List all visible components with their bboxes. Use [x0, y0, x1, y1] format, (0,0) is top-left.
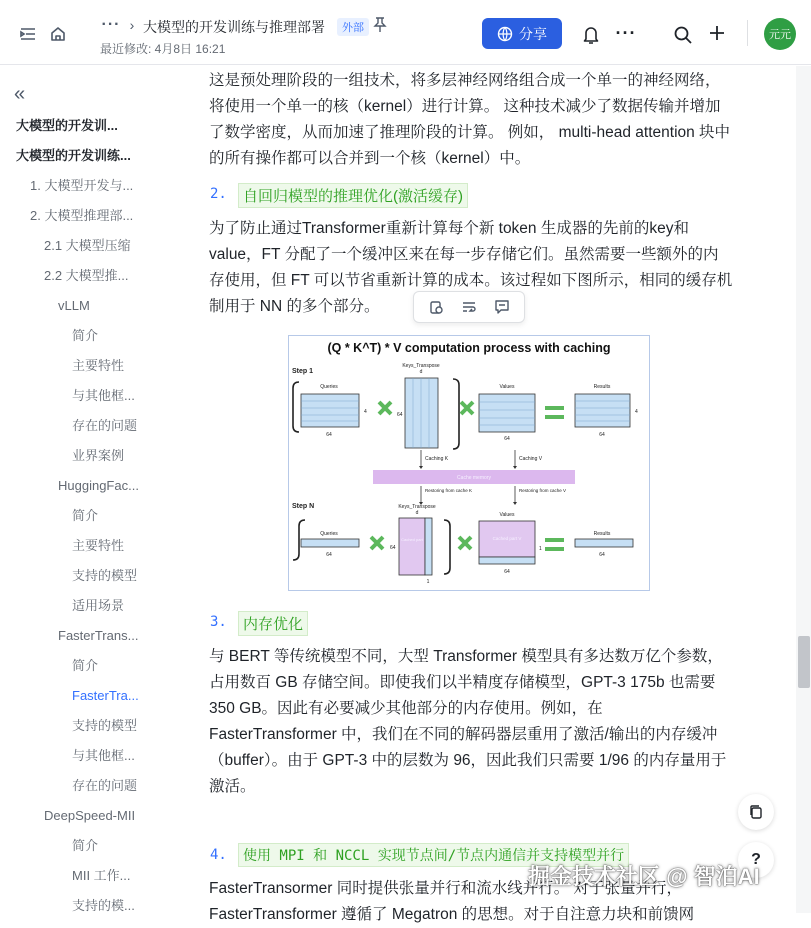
sidebar-item[interactable]: 主要特性 [72, 538, 125, 553]
sidebar-item[interactable]: 与其他框... [72, 748, 135, 763]
collapse-sidebar-icon[interactable]: « [14, 83, 26, 105]
top-bar [0, 0, 811, 65]
svg-text:64: 64 [397, 412, 403, 418]
copy-icon [748, 804, 764, 820]
sidebar-item[interactable]: HuggingFac... [58, 478, 139, 493]
heading-memory-optimization: 内存优化 [238, 611, 308, 636]
results-matrix [575, 394, 630, 427]
svg-text:4: 4 [364, 409, 367, 415]
sidebar-item[interactable]: 支持的模型 [72, 718, 138, 733]
paragraph-parallelism-line1: FasterTransormer 同时提供张量并行和流水线并行。 对于张量并行， [209, 880, 683, 897]
sidebar-item[interactable]: 简介 [72, 658, 99, 673]
toolbar-divider [747, 20, 748, 46]
sidebar-item[interactable]: FasterTra... [72, 688, 139, 703]
sidebar-item[interactable]: FasterTrans... [58, 628, 139, 643]
sidebar-item[interactable]: 适用场景 [72, 598, 125, 613]
more-icon[interactable]: ··· [615, 22, 637, 43]
comment-icon[interactable] [491, 296, 513, 318]
heading-number-3: 3. [210, 614, 227, 630]
sidebar-item[interactable]: 业界案例 [72, 448, 125, 463]
diagram-step1-label: Step 1 [292, 368, 314, 375]
svg-text:Caching V: Caching V [519, 456, 543, 462]
sidebar-item[interactable]: 与其他框... [72, 388, 135, 403]
svg-text:64: 64 [326, 432, 332, 438]
svg-text:Cached part V: Cached part V [492, 536, 522, 541]
paragraph-parallelism-line2: FasterTransformer 遵循了 Megatron 的思想。对于自注意力块和前馈网 [209, 906, 695, 923]
svg-text:Values: Values [499, 384, 515, 390]
queries-matrix [301, 394, 359, 427]
svg-text:Cache memory: Cache memory [457, 475, 491, 481]
svg-text:Restoring from cache V: Restoring from cache V [519, 488, 567, 493]
sidebar-item[interactable]: 支持的模型 [72, 568, 138, 583]
chevron-right-icon: › [129, 17, 135, 33]
sidebar-item[interactable]: MII 工作... [72, 868, 131, 883]
keys-transpose-matrix [405, 378, 438, 448]
svg-text:64: 64 [599, 552, 605, 558]
copy-doc-button[interactable] [738, 794, 774, 830]
sidebar-item[interactable]: 存在的问题 [72, 418, 138, 433]
paragraph-activation-cache: 为了防止通过Transformer重新计算每个新 token 生成器的先前的key和value，FT 分配了一个缓冲区来在每一步存储它们。虽然需要一些额外的内存使用，但 FT 可以节省重新计算的成本。该过程如下图所示，相同的缓存机制用于 NN 的多个部分。 [209, 220, 733, 315]
share-label: 分享 [519, 25, 547, 42]
doc-title[interactable]: 大模型的开发训练与推理部署 [143, 19, 325, 35]
sidebar-item[interactable]: 简介 [72, 508, 99, 523]
sidebar-item[interactable]: 简介 [72, 838, 99, 853]
last-modified: 最近修改: 4月8日 16:21 [100, 42, 226, 56]
svg-text:Keys_Transpose: Keys_Transpose [398, 504, 436, 510]
wrap-text-icon[interactable] [458, 296, 480, 318]
sidebar-item[interactable]: 2.2 大模型推... [44, 268, 129, 283]
block-floating-toolbar [413, 291, 525, 323]
pin-icon[interactable] [372, 16, 388, 34]
heading-activation-cache: 自回归模型的推理优化(激活缓存) [238, 183, 468, 208]
sidebar-item[interactable]: 1. 大模型开发与... [30, 178, 134, 193]
values-matrix [479, 394, 535, 432]
sidebar-item[interactable]: 存在的问题 [72, 778, 138, 793]
heading-number-4: 4. [210, 847, 227, 863]
svg-text:Values: Values [499, 512, 515, 518]
paragraph-memory-optimization: 与 BERT 等传统模型不同，大型 Transformer 模型具有多达数万亿个参数，占用数百 GB 存储空间。即使我们以半精度存储模型，GPT-3 175b 也需要 350 GB。因此有必要减少其他部分的内存使用。例如，在 FasterTransformer 中，我们在不同的解码器层重用了激活/输出的内存缓冲（buffer）。由于 GPT-3 中的层数为 96，因此我们只需要 1/96 的内存量用于激活。 [209, 648, 727, 795]
diagram-stepN-label: Step N [292, 503, 315, 510]
search-icon[interactable] [672, 24, 694, 46]
globe-icon [497, 26, 513, 42]
svg-text:Keys_Transpose: Keys_Transpose [402, 363, 440, 369]
watermark: 掘金技术社区 @ 智泊AI [528, 864, 760, 889]
svg-text:d: d [419, 369, 423, 375]
home-icon[interactable] [48, 24, 68, 44]
toc-sidebar [0, 66, 175, 913]
svg-text:4: 4 [635, 409, 638, 415]
document-content [176, 66, 796, 923]
sidebar-item[interactable]: vLLM [58, 298, 90, 313]
breadcrumb-more-icon[interactable]: ··· [101, 16, 121, 33]
sidebar-item[interactable]: 支持的模... [72, 898, 135, 913]
sidebar-item[interactable]: 2.1 大模型压缩 [44, 238, 131, 253]
scrollbar-thumb[interactable] [798, 636, 810, 688]
sidebar-toggle-icon[interactable] [18, 24, 38, 44]
bell-icon[interactable] [580, 24, 602, 46]
plus-icon[interactable] [706, 22, 728, 44]
sidebar-item[interactable]: 2. 大模型推理部... [30, 208, 134, 223]
sidebar-item[interactable]: 简介 [72, 328, 99, 343]
results-row [575, 539, 633, 547]
svg-text:Cached part: Cached part [401, 537, 423, 542]
svg-text:64: 64 [504, 569, 510, 575]
svg-text:Queries: Queries [320, 384, 338, 390]
share-button[interactable] [482, 18, 562, 49]
heading-mpi-nccl: 使用 MPI 和 NCCL 实现节点间/节点内通信并支持模型并行 [238, 843, 629, 867]
sidebar-item[interactable]: 大模型的开发训... [16, 118, 118, 133]
svg-text:d: d [415, 510, 419, 516]
question-icon: ? [751, 851, 761, 868]
svg-text:64: 64 [390, 545, 396, 551]
sidebar-item[interactable]: 主要特性 [72, 358, 125, 373]
heading-number-2: 2. [210, 186, 227, 202]
svg-text:Results: Results [593, 384, 611, 390]
svg-text:64: 64 [599, 432, 605, 438]
caching-diagram-image[interactable] [288, 335, 650, 591]
svg-text:Restoring from cache K: Restoring from cache K [425, 488, 473, 493]
external-tag: 外部 [337, 18, 369, 36]
avatar[interactable]: 元元 [764, 18, 796, 50]
paragraph-kernel-fusion: 这是预处理阶段的一组技术，将多层神经网络组合成一个单一的神经网络，将使用一个单一的核（kernel）进行计算。 这种技术减少了数据传输并增加了数学密度，从而加速了推理阶段的计算。 例如， multi-head attention 块中的所有操作都可以合并到一个核（kernel）中。 [209, 72, 731, 167]
svg-text:64: 64 [504, 436, 510, 442]
sidebar-item[interactable]: 大模型的开发训练... [16, 148, 131, 163]
svg-text:1: 1 [539, 546, 542, 552]
diagram-title: (Q * K^T) * V computation process with caching [327, 341, 611, 355]
copy-link-icon[interactable] [425, 296, 447, 318]
svg-text:Caching K: Caching K [425, 456, 449, 462]
svg-text:Results: Results [593, 531, 611, 537]
svg-text:1: 1 [426, 579, 430, 585]
svg-text:Queries: Queries [320, 531, 338, 537]
queries-row [301, 539, 359, 547]
scrollbar-track[interactable] [796, 66, 811, 913]
sidebar-item[interactable]: DeepSpeed-MII [44, 808, 136, 823]
keys-transpose-cached [399, 518, 425, 575]
svg-text:64: 64 [326, 552, 332, 558]
